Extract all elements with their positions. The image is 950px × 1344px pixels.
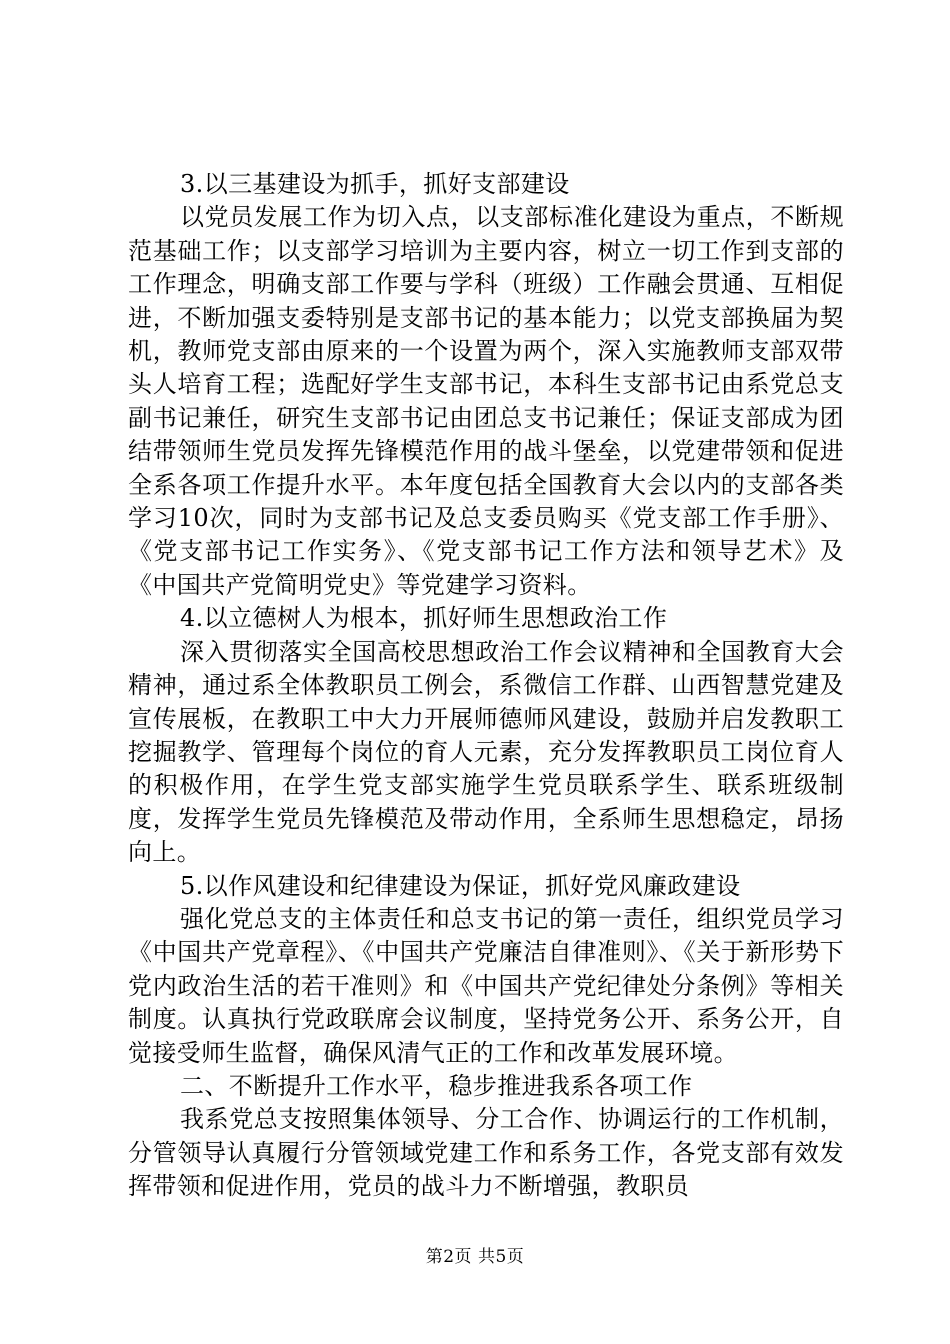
page-footer: 第2页 共5页 bbox=[425, 1247, 525, 1267]
section-heading-3: 3.以三基建设为抓手，抓好支部建设 bbox=[180, 170, 570, 198]
body-paragraph: 以党员发展工作为切入点，以支部标准化建设为重点，不断规范基础工作；以支部学习培训为主要内容，树立一切工作到支部的工作理念，明确支部工作要与学科（班级）工作融会贯通、互相促进，不断加强支委特别是支部书记的基本能力；以党支部换届为契机，教师党支部由原来的一个设置为两个，深入实施教师支部双带头人培育工程；选配好学生支部书记，本科生支部书记由系党总支副书记兼任，研究生支部书记由团总支书记兼任；保证支部成为团结带领师生党员发挥先锋模范作用的战斗堡垒，以党建带领和促进全系各项工作提升水平。本年度包括全国教育大会以内的支部各类学习10次，同时为支部书记及总支委员购买《党支部工作手册》、《党支部书记工作实务》、《党支部书记工作方法和领导艺术》及《中国共产党简明党史》等党建学习资料。 bbox=[128, 203, 844, 599]
document-body bbox=[128, 168, 844, 1204]
section-heading-2: 二、不断提升工作水平，稳步推进我系各项工作 bbox=[180, 1071, 693, 1100]
body-paragraph: 深入贯彻落实全国高校思想政治工作会议精神和全国教育大会精神，通过系全体教职员工例会，系微信工作群、山西智慧党建及宣传展板，在教职工中大力开展师德师风建设，鼓励并启发教职工挖掘教学、管理每个岗位的育人元素，充分发挥教职员工岗位育人的积极作用，在学生党支部实施学生党员联系学生、联系班级制度，发挥学生党员先锋模范及带动作用，全系师生思想稳定，昂扬向上。 bbox=[128, 637, 844, 867]
section-heading-5: 5.以作风建设和纪律建设为保证，抓好党风廉政建设 bbox=[180, 871, 741, 900]
body-paragraph: 强化党总支的主体责任和总支书记的第一责任，组织党员学习《中国共产党章程》、《中国共产党廉洁自律准则》、《关于新形势下党内政治生活的若干准则》和《中国共产党纪律处分条例》等相关制度。认真执行党政联席会议制度，坚持党务公开、系务公开，自觉接受师生监督，确保风清气正的工作和改革发展环境。 bbox=[128, 904, 844, 1067]
section-heading-4: 4.以立德树人为根本，抓好师生思想政治工作 bbox=[180, 604, 668, 633]
body-paragraph: 我系党总支按照集体领导、分工合作、协调运行的工作机制，分管领导认真履行分管领域党建工作和系务工作，各党支部有效发挥带领和促进作用，党员的战斗力不断增强，教职员 bbox=[128, 1105, 844, 1201]
